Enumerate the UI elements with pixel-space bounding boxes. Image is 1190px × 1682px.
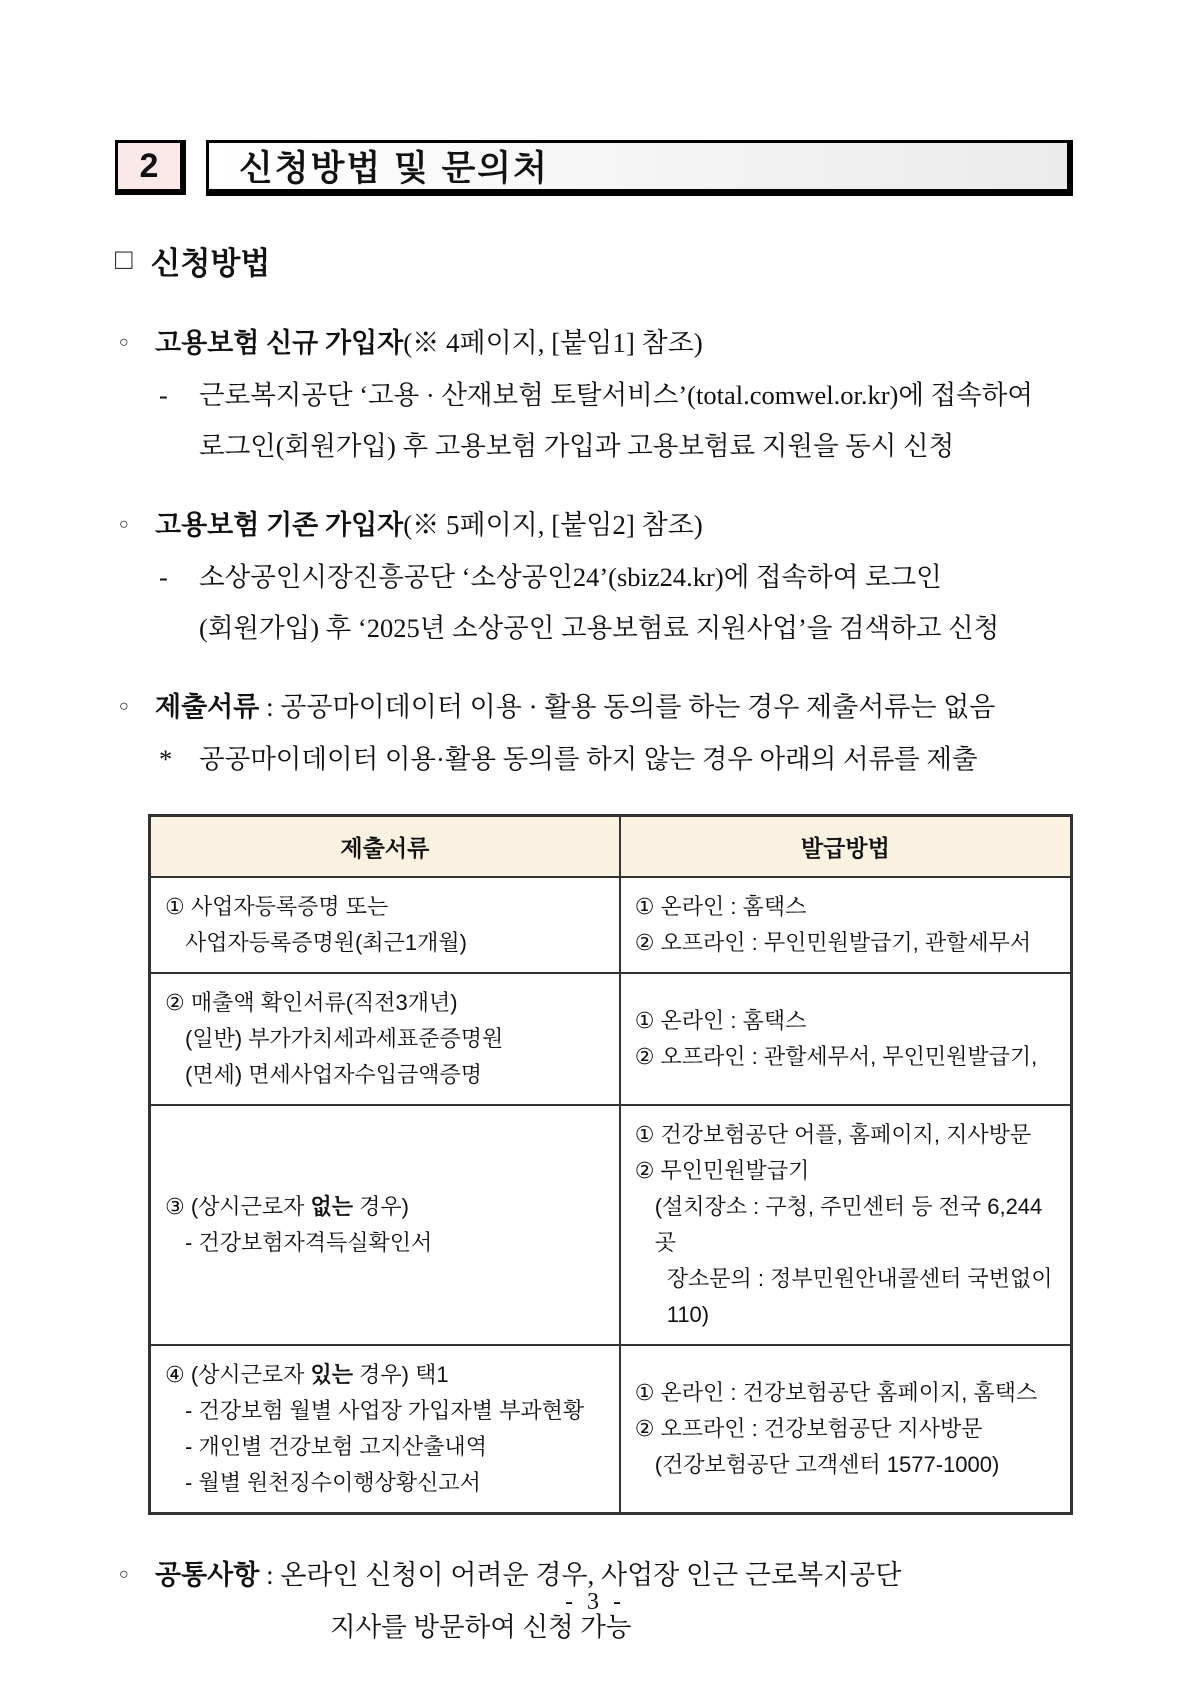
subsection-heading xyxy=(115,238,1073,283)
table-cell-line xyxy=(635,1411,1056,1447)
table-row xyxy=(150,1105,1072,1345)
bullet-heading-text xyxy=(155,323,703,363)
text-segment: ① 온라인 : 건강보험공단 홈페이지, 홈택스 xyxy=(634,1380,1038,1405)
bullet-heading-suffix: : 온라인 신청이 어려운 경우, 사업장 인근 근로복지공단 xyxy=(259,1560,902,1590)
text-segment: ② 무인민원발급기 xyxy=(634,1158,810,1183)
text-segment: - 건강보험 월별 사업장 가입자별 부과현황 xyxy=(185,1398,585,1423)
text-segment: 소상공인시장진흥공단 ‘소상공인24’(sbiz24.kr)에 접속하여 로그인 xyxy=(199,562,942,592)
submission-doc-cell xyxy=(150,1345,620,1514)
section-title-box xyxy=(206,140,1073,196)
bullet-subline xyxy=(115,740,1073,778)
bullet-heading xyxy=(115,323,1073,363)
text-segment: 사업자등록증명원(최근1개월) xyxy=(185,930,467,955)
issue-method-header: 발급방법 xyxy=(620,816,1072,878)
section-number: 2 xyxy=(139,146,159,185)
submission-documents-table xyxy=(148,814,1073,1515)
square-bullet-icon: □ xyxy=(115,244,133,276)
table-cell-line xyxy=(635,1261,1056,1333)
table-cell-line xyxy=(635,1117,1056,1153)
table-cell-line xyxy=(635,1153,1056,1189)
table-cell-line xyxy=(165,1057,605,1093)
bullet-heading-suffix: : 공공마이데이터 이용 · 활용 동의를 하는 경우 제출서류는 없음 xyxy=(259,692,996,722)
bullet-title: 고용보험 신규 가입자 xyxy=(155,328,404,358)
table-row xyxy=(150,877,1072,973)
text-segment: (건강보험공단 고객센터 1577-1000) xyxy=(654,1452,1000,1477)
issue-method-cell xyxy=(620,973,1072,1105)
bullet-item xyxy=(115,687,1073,778)
dash-marker: - xyxy=(159,562,168,592)
table-cell-line xyxy=(635,1189,1056,1261)
circle-bullet-icon: ○ xyxy=(119,334,129,351)
page-number: - 3 - xyxy=(565,1589,625,1615)
issue-method-cell xyxy=(620,1345,1072,1514)
bullet-heading-text xyxy=(155,687,995,727)
subline-text xyxy=(199,376,1073,414)
text-segment: 장소문의 : 정부민원안내콜센터 국번없이 110) xyxy=(666,1266,1053,1327)
text-segment: ① 건강보험공단 어플, 홈페이지, 지사방문 xyxy=(634,1122,1032,1147)
circle-bullet-icon: ○ xyxy=(119,1566,129,1583)
submission-doc-cell xyxy=(150,1105,620,1345)
table-cell-line xyxy=(635,1039,1056,1075)
table-cell-line xyxy=(165,889,605,925)
bullet-subline xyxy=(115,427,1073,465)
table-cell-line xyxy=(635,1375,1056,1411)
text-segment: 지사를 방문하여 신청 가능 xyxy=(330,1612,632,1642)
table-cell-line xyxy=(165,985,605,1021)
table-body xyxy=(150,877,1072,1514)
bullet-item xyxy=(115,505,1073,647)
subsection-title: 신청방법 xyxy=(150,246,271,281)
issue-method-cell xyxy=(620,1105,1072,1345)
bullet-heading-suffix: (※ 5페이지, [붙임2] 참조) xyxy=(403,510,703,540)
dash-marker xyxy=(159,427,199,465)
text-segment: 없는 xyxy=(310,1194,354,1219)
bullet-subline xyxy=(115,376,1073,414)
bullet-heading-text xyxy=(155,505,703,545)
text-segment: ① 사업자등록증명 또는 xyxy=(165,894,389,919)
submission-doc-cell xyxy=(150,877,620,973)
text-segment: (설치장소 : 구청, 주민센터 등 전국 6,244곳 xyxy=(654,1194,1043,1255)
table-cell-line xyxy=(165,1357,605,1393)
table-row xyxy=(150,973,1072,1105)
bullet-subline xyxy=(115,558,1073,596)
text-segment: - 개인별 건강보험 고지산출내역 xyxy=(185,1434,487,1459)
text-segment: ② 오프라인 : 건강보험공단 지사방문 xyxy=(634,1416,983,1441)
text-segment: - 건강보험자격득실확인서 xyxy=(185,1230,433,1255)
table-cell-line xyxy=(165,1225,605,1261)
dash-marker: - xyxy=(159,380,168,410)
subline-text xyxy=(199,558,1073,596)
table-cell-line xyxy=(165,1465,605,1501)
subline-text xyxy=(199,427,1073,465)
table-cell-line xyxy=(165,1393,605,1429)
table-header-row xyxy=(150,816,1072,878)
text-segment: 경우) 택1 xyxy=(353,1362,449,1387)
bullet-heading xyxy=(115,505,1073,545)
table-head xyxy=(150,816,1072,878)
text-segment: (회원가입) 후 ‘2025년 소상공인 고용보험료 지원사업’을 검색하고 신청 xyxy=(199,613,1000,643)
text-segment: ④ (상시근로자 xyxy=(165,1362,311,1387)
table-cell-line xyxy=(165,1021,605,1057)
text-segment: ③ (상시근로자 xyxy=(165,1194,311,1219)
text-segment: 있는 xyxy=(310,1362,354,1387)
subline-text xyxy=(199,740,1073,778)
text-segment: ② 오프라인 : 무인민원발급기, 관할세무서 xyxy=(634,930,1032,955)
bullet-subline xyxy=(115,609,1073,647)
bullet-list-top xyxy=(115,323,1073,778)
text-segment: - 월별 원천징수이행상황신고서 xyxy=(185,1470,481,1495)
text-segment: ① 온라인 : 홈택스 xyxy=(634,894,807,919)
table-cell-line xyxy=(635,925,1056,961)
section-number-box xyxy=(115,140,186,195)
table-cell-line xyxy=(165,1189,605,1225)
text-segment: ① 온라인 : 홈택스 xyxy=(634,1008,807,1033)
text-segment: (면세) 면세사업자수입금액증명 xyxy=(185,1062,483,1087)
dash-marker xyxy=(159,609,199,647)
circle-bullet-icon: ○ xyxy=(119,698,129,715)
section-title: 신청방법 및 문의처 xyxy=(239,149,549,188)
dash-marker: * xyxy=(159,744,173,774)
table-cell-line xyxy=(165,925,605,961)
text-segment: ② 오프라인 : 관할세무서, 무인민원발급기, xyxy=(634,1044,1038,1069)
bullet-heading xyxy=(115,687,1073,727)
text-segment: 경우) xyxy=(353,1194,410,1219)
bullet-title: 공통사항 xyxy=(155,1560,260,1590)
text-segment: (일반) 부가가치세과세표준증명원 xyxy=(185,1026,504,1051)
section-header xyxy=(115,140,1073,196)
issue-method-cell xyxy=(620,877,1072,973)
table-cell-line xyxy=(165,1429,605,1465)
bullet-title: 제출서류 xyxy=(155,692,260,722)
table-cell-line xyxy=(635,1003,1056,1039)
submission-doc-cell xyxy=(150,973,620,1105)
text-segment: 로그인(회원가입) 후 고용보험 가입과 고용보험료 지원을 동시 신청 xyxy=(199,431,955,461)
subline-text xyxy=(199,609,1073,647)
bullet-title: 고용보험 기존 가입자 xyxy=(155,510,404,540)
text-segment: 근로복지공단 ‘고용 · 산재보험 토탈서비스’(total.comwel.or.kr)에 접속하여 xyxy=(199,380,1033,410)
bullet-heading-suffix: (※ 4페이지, [붙임1] 참조) xyxy=(403,328,703,358)
circle-bullet-icon: ○ xyxy=(119,516,129,533)
text-segment: ② 매출액 확인서류(직전3개년) xyxy=(165,990,458,1015)
table-cell-line xyxy=(635,1447,1056,1483)
text-segment: 공공마이데이터 이용·활용 동의를 하지 않는 경우 아래의 서류를 제출 xyxy=(199,744,978,774)
bullet-item xyxy=(115,323,1073,465)
submission-doc-header: 제출서류 xyxy=(150,816,620,878)
table-row xyxy=(150,1345,1072,1514)
table-cell-line xyxy=(635,889,1056,925)
